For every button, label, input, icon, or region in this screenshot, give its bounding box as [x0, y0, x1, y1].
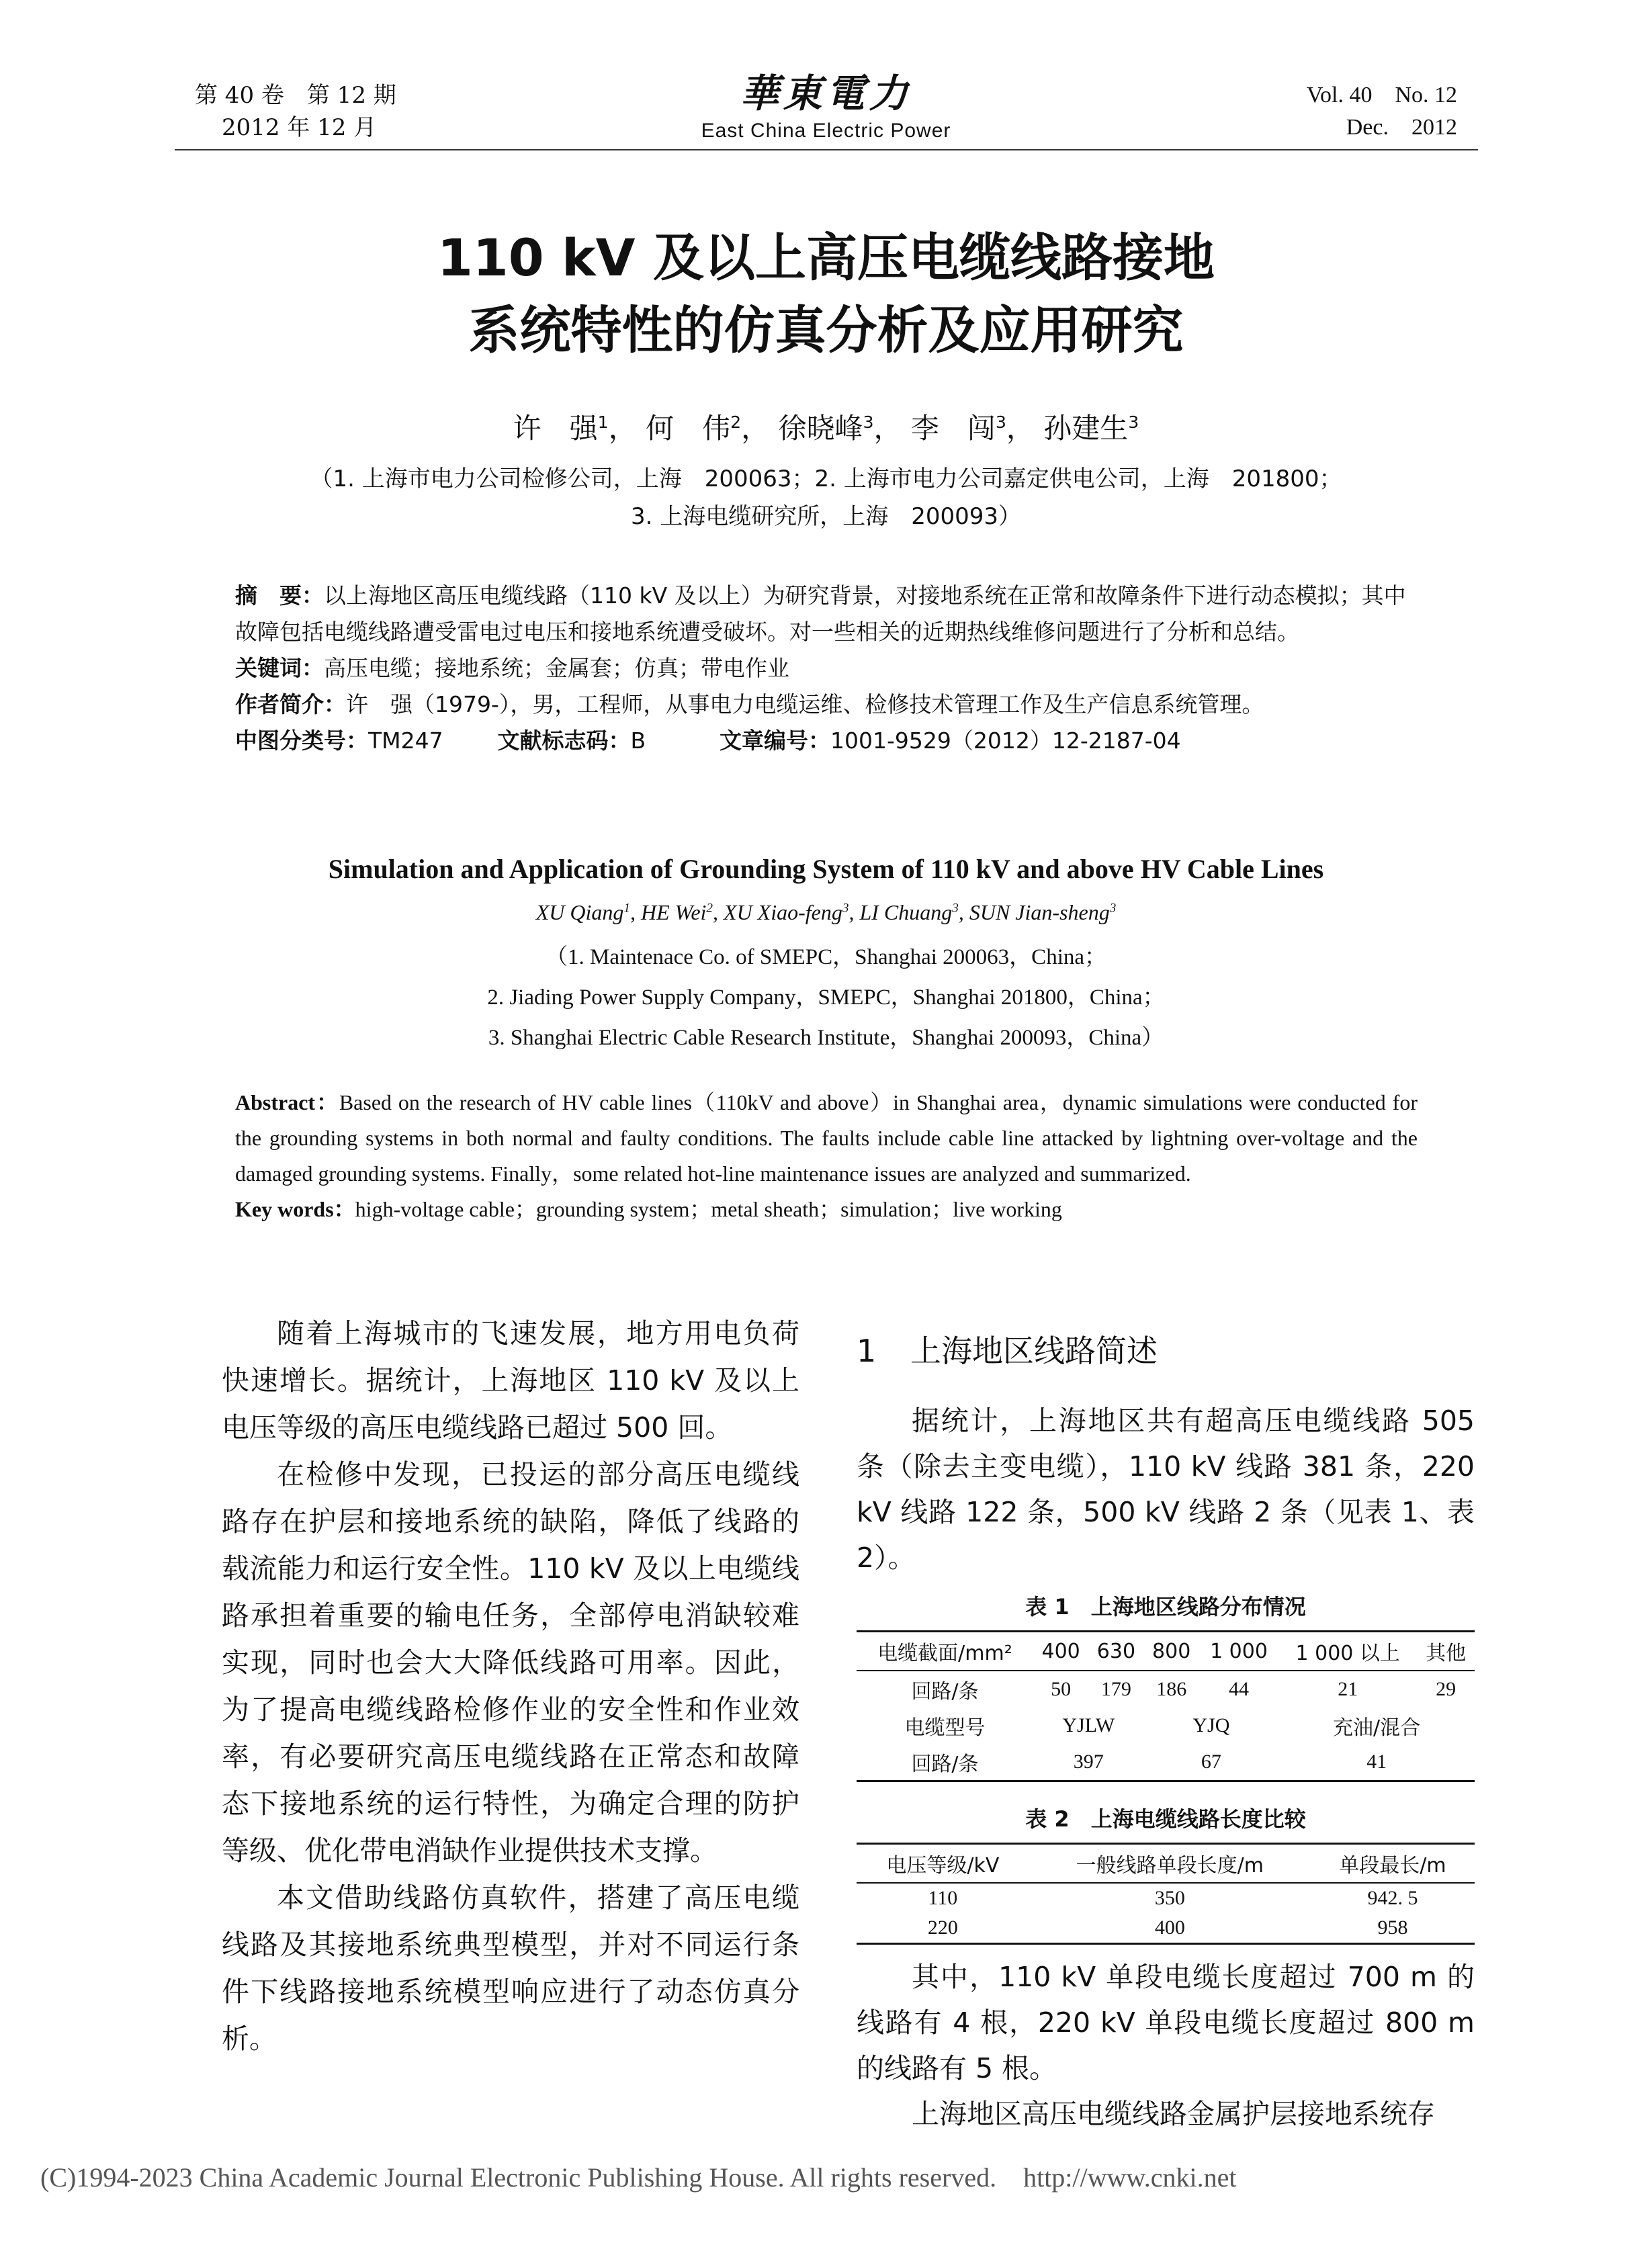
affiliation-line-2: 3. 上海电缆研究所，上海 200093）	[630, 503, 1022, 530]
english-abstract	[235, 1085, 1418, 1192]
body-paragraph: 上海地区高压电缆线路金属护层接地系统存	[912, 2098, 1435, 2130]
author-bio	[235, 687, 1418, 723]
author-bio-label: 作者简介：	[235, 691, 346, 717]
table-cell: 958	[1377, 1916, 1408, 1939]
author: 徐晓峰	[778, 412, 863, 445]
author-en: XU Xiao-feng	[724, 900, 842, 924]
author-en: XU Qiang	[535, 900, 624, 924]
table-header-cell: 一般线路单段长度/m	[1029, 1844, 1311, 1884]
header-divider	[175, 149, 1478, 150]
table-header-cell: 1 000 以上	[1278, 1632, 1417, 1671]
issue-volume-en: Vol. 40 No. 12	[1306, 83, 1457, 107]
body-paragraph: 本文借助线路仿真软件，搭建了高压电缆线路及其接地系统典型模型，并对不同运行条件下线路接地系统模型响应进行了动态仿真分析。	[222, 1882, 799, 2055]
english-author-list: XU Qiang$^1$, HE Wei$^2$, XU Xiao-feng$^3$, LI Chuang$^3$, SUN Jian-sheng$^3$	[535, 900, 1117, 924]
body-paragraph: 据统计，上海地区共有超高压电缆线路 505 条（除去主变电缆），110 kV 线路 381 条，220 kV 线路 122 条，500 kV 线路 2 条（见表 1、表 2）。	[857, 1405, 1475, 1574]
abstract-cn-block	[235, 578, 1418, 759]
keywords-cn-label: 关键词：	[235, 655, 324, 681]
table-cell: 电缆型号	[904, 1716, 986, 1740]
body-right-column	[857, 1327, 1475, 2137]
table-cell: 29	[1436, 1678, 1457, 1700]
table-header-cell: 其他	[1417, 1632, 1475, 1671]
keywords-cn	[235, 650, 1418, 687]
doc-code-value: B	[630, 727, 646, 754]
english-affiliation-2: 2. Jiading Power Supply Company，SMEPC，Shanghai 201800，China；	[487, 985, 1165, 1010]
affiliations-cn	[0, 460, 1652, 535]
english-affiliations	[0, 937, 1652, 1058]
table-header-row	[857, 1844, 1475, 1884]
table2	[857, 1843, 1475, 1945]
english-keywords-label: Key words：	[235, 1197, 355, 1221]
section-heading	[857, 1327, 1475, 1371]
body-paragraph: 其中，110 kV 单段电缆长度超过 700 m 的线路有 4 根，220 kV 单段电缆长度超过 800 m 的线路有 5 根。	[857, 1961, 1475, 2084]
title-line-1: 110 kV 及以上高压电缆线路接地	[437, 228, 1215, 288]
keywords-cn-text: 高压电缆；接地系统；金属套；仿真；带电作业	[324, 655, 789, 681]
author-list: 许 强$^1$， 何 伟$^2$， 徐晓峰$^3$， 李 闯$^3$， 孙建生$^3$	[513, 412, 1139, 445]
classification-row	[235, 723, 1418, 759]
table-row	[857, 1671, 1475, 1708]
table-cell: 充油/混合	[1333, 1716, 1421, 1740]
author-en-affil-mark: 1	[623, 901, 630, 916]
abstract-cn	[235, 578, 1418, 650]
table-row	[857, 1883, 1475, 1913]
table-header-cell: 单段最长/m	[1311, 1844, 1475, 1884]
body-paragraph: 随着上海城市的飞速发展，地方用电负荷快速增长。据统计，上海地区 110 kV 及以上电压等级的高压电缆线路已超过 500 回。	[222, 1317, 799, 1444]
table-cell: 41	[1366, 1751, 1387, 1773]
author-en: HE Wei	[640, 900, 707, 924]
section-number: 1	[857, 1333, 877, 1369]
author-affil-mark: 3	[863, 412, 874, 432]
table-cell: 67	[1201, 1751, 1221, 1773]
table-row	[857, 1913, 1475, 1944]
title-line-2: 系统特性的仿真分析及应用研究	[468, 300, 1184, 360]
author-en: LI Chuang	[859, 900, 953, 924]
clc-label: 中图分类号：	[235, 727, 368, 754]
copyright-footer	[40, 2162, 1263, 2193]
clc-value: TM247	[368, 727, 443, 754]
english-abstract-text: Based on the research of HV cable lines（110kV and above）in Shanghai area，dynamic simulations were conducted for the grounding systems in both normal and faulty conditions. The faults include cable line attacked by lightning over-voltage and the damaged grounding systems. Finally，some related hot-line maintenance issues are analyzed and summarized.	[235, 1090, 1418, 1186]
table-header-cell: 800	[1144, 1632, 1199, 1671]
author-en-affil-mark: 3	[1109, 901, 1117, 916]
english-abstract-block	[235, 1085, 1418, 1227]
paper-title	[0, 222, 1652, 367]
table-cell: 44	[1229, 1678, 1250, 1700]
author-en-affil-mark: 2	[706, 901, 713, 916]
section-title: 上海地区线路简述	[910, 1333, 1158, 1369]
table1-caption: 表 1 上海地区线路分布情况	[1025, 1594, 1306, 1620]
table-cell: 21	[1338, 1678, 1358, 1700]
table-header-cell: 400	[1033, 1632, 1088, 1671]
table-header-cell: 电压等级/kV	[857, 1844, 1029, 1884]
abstract-cn-label: 摘 要：	[235, 582, 324, 609]
issue-volume-cn: 第 40 卷 第 12 期	[195, 82, 396, 109]
table-cell: 186	[1156, 1678, 1187, 1700]
affiliation-line-1: （1. 上海市电力公司检修公司，上海 200063；2. 上海市电力公司嘉定供电公司，上海 201800；	[310, 466, 1342, 492]
table-cell: 397	[1073, 1751, 1104, 1773]
table-header-cell: 1 000	[1199, 1632, 1278, 1671]
journal-logo: 華東電力	[740, 71, 912, 116]
table1	[857, 1630, 1475, 1782]
table-cell: 110	[928, 1887, 958, 1909]
table-cell: 回路/条	[911, 1680, 979, 1704]
author-affil-mark: 3	[995, 412, 1006, 432]
author-en-affil-mark: 3	[842, 901, 849, 916]
cnki-url: http://www.cnki.net	[1023, 2162, 1237, 2193]
table-header-cell: 电缆截面/mm²	[857, 1632, 1033, 1671]
abstract-cn-text: 以上海地区高压电缆线路（110 kV 及以上）为研究背景，对接地系统在正常和故障条件下进行动态模拟；其中故障包括电缆线路遭受雷电过电压和接地系统遭受破坏。对一些相关的近期热线维修问题进行了分析和总结。	[235, 582, 1406, 645]
table-cell: 179	[1100, 1678, 1131, 1700]
author: 李 闯	[910, 412, 996, 445]
doc-code-label: 文献标志码：	[497, 727, 631, 754]
table-cell: YJLW	[1062, 1714, 1115, 1736]
table-header-cell: 630	[1088, 1632, 1143, 1671]
author-affil-mark: 2	[730, 412, 742, 432]
issue-date-en: Dec. 2012	[1346, 115, 1457, 140]
copyright-text: (C)1994-2023 China Academic Journal Electronic Publishing House. All rights reserved.	[40, 2162, 997, 2193]
author: 何 伟	[646, 412, 731, 445]
table-cell: 回路/条	[911, 1753, 979, 1776]
body-left-column	[222, 1310, 799, 2062]
english-abstract-label: Abstract：	[235, 1090, 339, 1114]
english-affiliation-3: 3. Shanghai Electric Cable Research Institute，Shanghai 200093，China）	[488, 1026, 1164, 1050]
issue-date-cn: 2012 年 12 月	[222, 114, 377, 141]
table2-caption: 表 2 上海电缆线路长度比较	[1025, 1806, 1306, 1832]
table-row	[857, 1708, 1475, 1744]
journal-name-en: East China Electric Power	[701, 120, 951, 142]
author-en: SUN Jian-sheng	[969, 900, 1110, 924]
table-cell: 400	[1154, 1916, 1185, 1939]
table-cell: 350	[1154, 1887, 1185, 1909]
author-affil-mark: 1	[597, 412, 609, 432]
table-cell: 942. 5	[1367, 1887, 1418, 1909]
english-affiliation-1: （1. Maintenace Co. of SMEPC，Shanghai 200063，China；	[545, 945, 1107, 969]
table-cell: YJQ	[1192, 1714, 1230, 1736]
table-cell: 220	[927, 1916, 958, 1939]
english-keywords	[235, 1192, 1418, 1227]
author-bio-text: 许 强（1979-），男，工程师，从事电力电缆运维、检修技术管理工作及生产信息系统管理。	[346, 691, 1264, 717]
table-row	[857, 1744, 1475, 1781]
author-affil-mark: 3	[1128, 412, 1139, 432]
author: 许 强	[513, 412, 598, 445]
english-title: Simulation and Application of Grounding System of 110 kV and above HV Cable Lines	[328, 854, 1324, 884]
table-header-row	[857, 1632, 1475, 1671]
article-no-value: 1001-9529（2012）12-2187-04	[830, 727, 1181, 754]
issue-info-en	[1307, 79, 1457, 144]
body-paragraph: 在检修中发现，已投运的部分高压电缆线路存在护层和接地系统的缺陷，降低了线路的载流能力和运行安全性。110 kV 及以上电缆线路承担着重要的输电任务，全部停电消缺较难实现，同时也会大大降低线路可用率。因此，为了提高电缆线路检修作业的安全性和作业效率，有必要研究高压电缆线路在正常态和故障态下接地系统的运行特性，为确定合理的防护等级、优化带电消缺作业提供技术支撑。	[222, 1458, 799, 1867]
english-keywords-text: high-voltage cable；grounding system；metal sheath；simulation；live working	[355, 1197, 1062, 1221]
author-en-affil-mark: 3	[952, 901, 959, 916]
table-cell: 50	[1051, 1678, 1072, 1700]
article-no-label: 文章编号：	[720, 727, 830, 754]
author: 孙建生	[1043, 412, 1129, 445]
